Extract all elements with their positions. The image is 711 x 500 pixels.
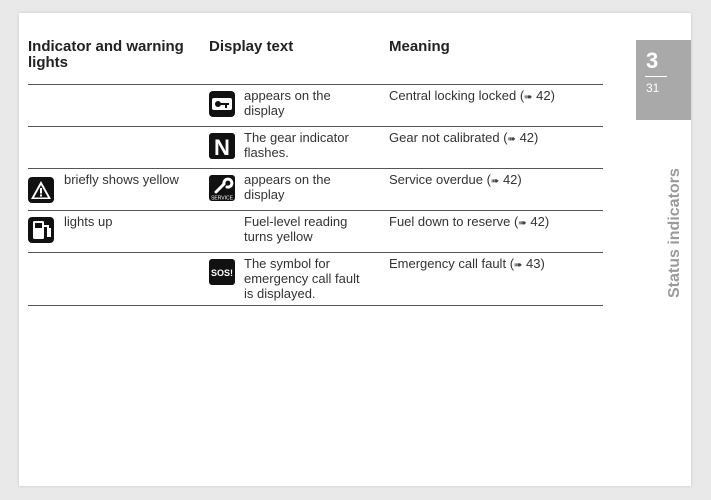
meaning-text: Central locking locked (➠ 42) (389, 88, 555, 103)
status-indicator-table (28, 38, 603, 306)
section-title: Status indicators (666, 168, 683, 298)
page-number: 31 (646, 81, 660, 95)
display-text: Fuel-level reading turns yellow (244, 214, 348, 244)
meaning-text: Emergency call fault (➠ 43) (389, 256, 545, 271)
chapter-tab (636, 40, 691, 120)
meaning-text: Gear not calibrated (➠ 42) (389, 130, 539, 145)
gear-n-icon (209, 133, 235, 159)
table-row (28, 85, 603, 127)
page-ref: 43 (526, 256, 541, 271)
key-card-icon (209, 91, 235, 117)
indicator-text: lights up (64, 214, 113, 229)
display-text: The symbol for emergency call fault is displayed. (244, 256, 360, 301)
page-ref-arrow: ➠ (518, 218, 527, 229)
sos-label: SOS! (210, 268, 234, 278)
meaning-text: Fuel down to reserve (➠ 42) (389, 214, 550, 229)
indicator-text: briefly shows yellow (64, 172, 179, 187)
chapter-number: 3 (646, 48, 659, 73)
display-text: The gear indicator flashes. (244, 130, 349, 160)
table-row (28, 211, 603, 253)
warning-triangle-icon (28, 177, 54, 203)
chapter-divider (645, 76, 667, 77)
table-row (28, 127, 603, 169)
display-text: appears on the display (244, 88, 331, 118)
display-text: appears on the display (244, 172, 331, 202)
table-header (28, 38, 603, 85)
sos-icon (209, 259, 235, 285)
table-row (28, 253, 603, 306)
page-ref-arrow: ➠ (524, 92, 533, 103)
page-ref-arrow: ➠ (507, 134, 516, 145)
page-ref: 42 (502, 172, 518, 187)
header-indicator: Indicator and warning lights (28, 38, 184, 71)
service-wrench-icon (209, 175, 235, 201)
table-row (28, 169, 603, 211)
page-ref-arrow: ➠ (514, 260, 523, 271)
service-label: SERVICE (211, 195, 233, 201)
fuel-pump-icon (28, 217, 54, 243)
gear-n-letter: N (214, 135, 230, 159)
header-display-text: Display text (209, 38, 294, 55)
header-meaning: Meaning (389, 38, 450, 55)
page-ref-arrow: ➠ (490, 176, 500, 187)
page-ref: 42 (536, 88, 551, 103)
page-ref: 42 (530, 214, 545, 229)
page-ref: 42 (519, 130, 535, 145)
meaning-text: Service overdue (➠ 42) (389, 172, 522, 187)
